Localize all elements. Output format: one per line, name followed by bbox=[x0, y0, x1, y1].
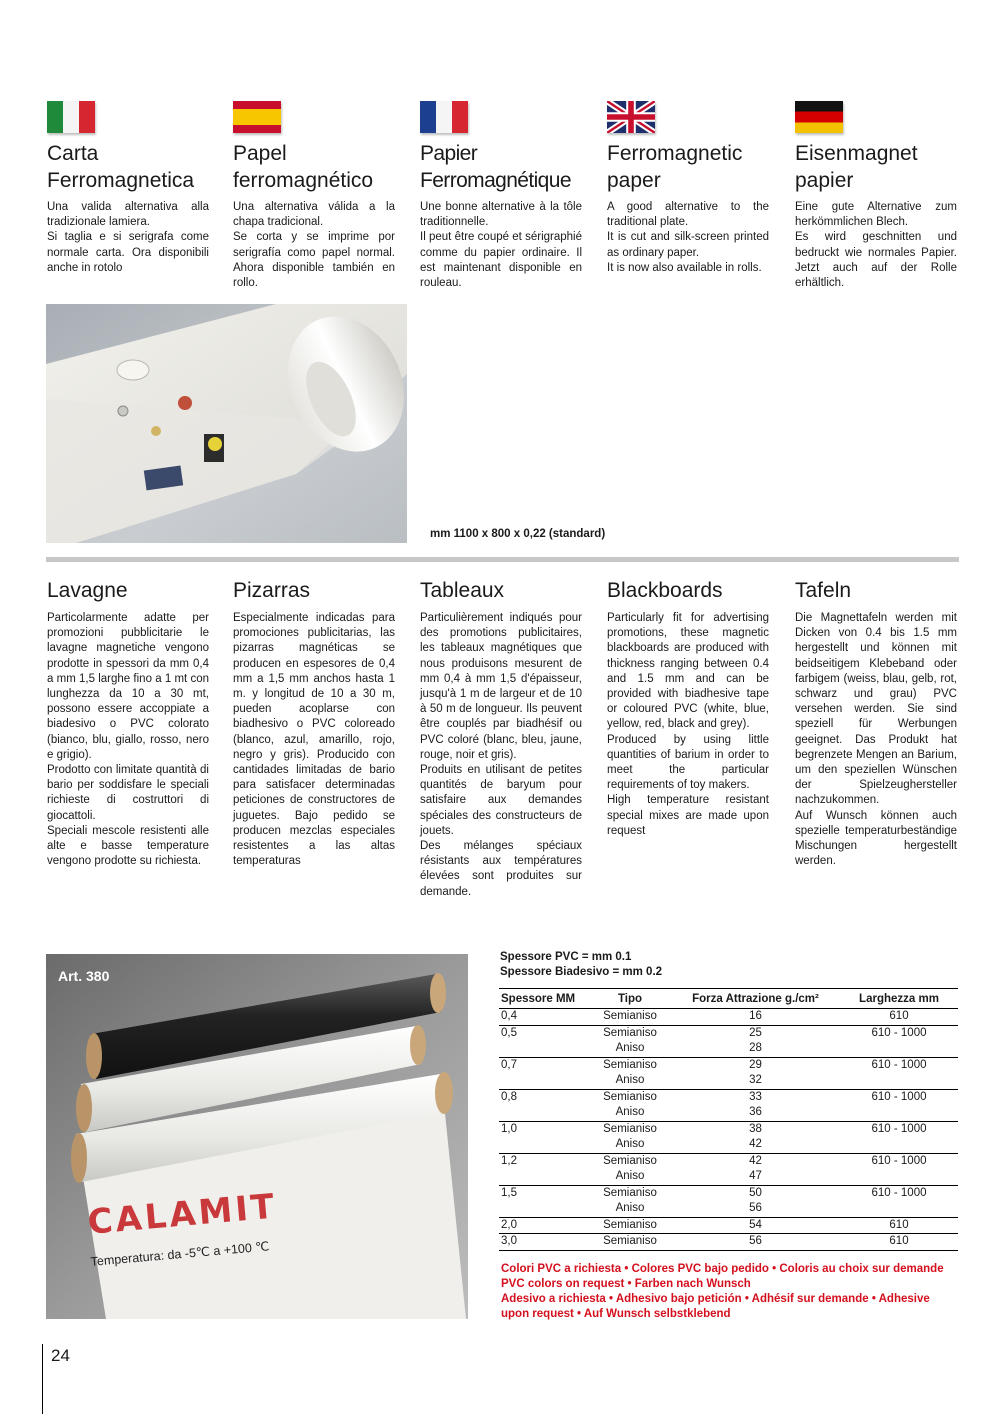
column-text: Una valida alternativa alla tradizionale lamiera. Si taglia e si serigrafa come normale carta. Ora disponibili anche in rotolo bbox=[47, 201, 209, 274]
section-divider bbox=[46, 557, 959, 562]
table-row bbox=[499, 1089, 958, 1105]
magnetic-rolls-photo bbox=[46, 954, 468, 1319]
cell-spessore: 3,0 bbox=[499, 1234, 589, 1251]
cell-spessore bbox=[499, 1073, 589, 1089]
cell-forza: 28 bbox=[671, 1041, 840, 1057]
table-row bbox=[499, 1234, 958, 1251]
uk-flag-icon bbox=[607, 101, 655, 133]
table-row bbox=[499, 1009, 958, 1026]
cell-forza: 36 bbox=[671, 1105, 840, 1121]
cell-spessore: 0,7 bbox=[501, 1058, 517, 1071]
cell-forza: 29 bbox=[749, 1058, 762, 1071]
cell-spessore: 0,5 bbox=[501, 1026, 517, 1039]
germany-flag-icon bbox=[795, 101, 843, 133]
cell-forza: 54 bbox=[671, 1217, 840, 1234]
table-row bbox=[499, 1153, 958, 1169]
section-title-tableaux: Tableaux bbox=[420, 579, 505, 602]
cell-larghezza: 610 - 1000 bbox=[871, 1026, 927, 1039]
cell-larghezza bbox=[840, 1201, 958, 1217]
table-row bbox=[499, 1217, 958, 1234]
column-title: Carta Ferromagnetica bbox=[47, 142, 195, 192]
table-row bbox=[499, 1041, 958, 1057]
page-margin-line bbox=[42, 1344, 43, 1414]
cell-larghezza: 610 - 1000 bbox=[871, 1154, 927, 1167]
table-row bbox=[499, 1169, 958, 1185]
cell-tipo: Semianiso bbox=[603, 1026, 657, 1039]
cell-tipo: Semianiso bbox=[603, 1122, 657, 1135]
cell-forza: 56 bbox=[671, 1201, 840, 1217]
france-flag-icon bbox=[420, 101, 468, 133]
column-title: Eisenmagnet papier bbox=[795, 142, 918, 192]
cell-forza: 38 bbox=[749, 1122, 762, 1135]
cell-larghezza: 610 bbox=[840, 1217, 958, 1234]
cell-tipo: Semianiso bbox=[589, 1234, 671, 1251]
cell-tipo: Semianiso bbox=[603, 1090, 657, 1103]
cell-tipo: Semianiso bbox=[589, 1009, 671, 1026]
table-row bbox=[499, 1201, 958, 1217]
cell-spessore: 1,0 bbox=[501, 1122, 517, 1135]
photo-caption: mm 1100 x 800 x 0,22 (standard) bbox=[430, 528, 606, 540]
cell-forza: 42 bbox=[749, 1154, 762, 1167]
cell-spessore: 2,0 bbox=[499, 1217, 589, 1234]
column-text: Una alternativa válida a la chapa tradicional. Se corta y se imprime por serigrafía como papel normal. Ahora disponible también en rollo. bbox=[233, 201, 395, 290]
adhesive-note: Adesivo a richiesta • Adhesivo bajo petición • Adhésif sur demande • Adhesive upon request • Auf Wunsch selbstklebend bbox=[501, 1293, 930, 1320]
cell-spessore bbox=[499, 1169, 589, 1185]
cell-larghezza: 610 - 1000 bbox=[871, 1186, 927, 1199]
column-text: Une bonne alternative à la tôle traditionnelle. Il peut être coupé et sérigraphié comme du papier ordinaire. Il est maintenant disponible en rouleau. bbox=[420, 201, 582, 290]
cell-spessore: 1,2 bbox=[501, 1154, 517, 1167]
cell-tipo: Aniso bbox=[589, 1169, 671, 1185]
header-spessore: Spessore MM bbox=[499, 989, 589, 1009]
cell-tipo: Semianiso bbox=[589, 1217, 671, 1234]
table-row bbox=[499, 1025, 958, 1041]
cell-tipo: Aniso bbox=[589, 1105, 671, 1121]
section-text-blackboards: Particularly fit for advertising promotions, these magnetic blackboards are produced with thickness ranging between 0.4 and 1.5 mm and can be provided with biadhesive tape or coloured PVC (white, blue, yellow, red, black and grey). Produced by using little quantities of barium in order to meet the particular requirements of toy makers. High temperature resistant special mixes are made upon request bbox=[607, 612, 769, 837]
page-number: 24 bbox=[51, 1346, 70, 1365]
section-text-lavagne: Particolarmente adatte per promozioni pubblicitarie le lavagne magnetiche vengono prodotte in spessori da mm 0,4 a mm 1,5 larghe fino a 1 mt con lunghezza da 10 a 30 mt, possono essere accoppiate a biadesivo o PVC colorato (bianco, blu, giallo, rosso, nero e grigio). Prodotto con limitate quantità di bario per soddisfare le speciali richieste di costruttori di giocattoli. Speciali mescole resistenti alle alte e basse temperature vengono prodotte su richiesta. bbox=[47, 612, 209, 868]
cell-forza: 32 bbox=[671, 1073, 840, 1089]
cell-forza: 16 bbox=[671, 1009, 840, 1026]
cell-larghezza: 610 - 1000 bbox=[871, 1122, 927, 1135]
table-row bbox=[499, 1057, 958, 1073]
section-title-tafeln: Tafeln bbox=[795, 579, 852, 602]
column-title: Papier Ferromagnétique bbox=[420, 142, 571, 192]
section-title-blackboards: Blackboards bbox=[607, 579, 723, 602]
cell-tipo: Aniso bbox=[589, 1041, 671, 1057]
cell-larghezza bbox=[840, 1073, 958, 1089]
pvc-thickness: Spessore PVC = mm 0.1 bbox=[500, 951, 632, 963]
ferromagnetic-paper-photo bbox=[46, 304, 407, 543]
cell-larghezza: 610 bbox=[840, 1009, 958, 1026]
cell-tipo: Semianiso bbox=[603, 1186, 657, 1199]
temperature-label: Temperatura: da -5℃ a +100 ℃ bbox=[90, 1239, 270, 1269]
section-title-lavagne: Lavagne bbox=[47, 579, 128, 602]
cell-spessore bbox=[499, 1105, 589, 1121]
cell-larghezza bbox=[840, 1105, 958, 1121]
table-row bbox=[499, 1105, 958, 1121]
cell-tipo: Aniso bbox=[589, 1201, 671, 1217]
cell-tipo: Semianiso bbox=[603, 1058, 657, 1071]
section-title-pizarras: Pizarras bbox=[233, 579, 311, 602]
header-forza: Forza Attrazione g./cm² bbox=[671, 989, 840, 1009]
spec-table bbox=[499, 988, 958, 1251]
column-text: Eine gute Alternative zum herkömmlichen Blech. Es wird geschnitten und bedruckt wie normales Papier. Jetzt auch auf der Rolle erhältlich. bbox=[795, 201, 957, 290]
header-larghezza: Larghezza mm bbox=[840, 989, 958, 1009]
table-row bbox=[499, 1073, 958, 1089]
cell-spessore bbox=[499, 1041, 589, 1057]
section-text-tableaux: Particulièrement indiqués pour des promotions publicitaires, les tableaux magnétiques que nous produisons mesurent de mm 0,4 à mm 1,5 d'épaisseur, jusqu'à 1 m de largeur et de 10 à 50 m de longueur. Ils peuvent être couplés par biadhésif ou PVC coloré (blanc, bleu, jaune, rouge, noir et gris). Produits en utilisant de petites quantités de baryum pour satisfaire aux demandes spéciales des constructeurs de jouets. Des mélanges spéciaux résistants aux températures élevées sont produites sur demande. bbox=[420, 612, 582, 898]
cell-forza: 25 bbox=[749, 1026, 762, 1039]
cell-forza: 56 bbox=[671, 1234, 840, 1251]
spec-header bbox=[500, 950, 662, 980]
cell-forza: 33 bbox=[749, 1090, 762, 1103]
table-row bbox=[499, 1121, 958, 1137]
cell-larghezza: 610 - 1000 bbox=[871, 1058, 927, 1071]
cell-tipo: Aniso bbox=[589, 1137, 671, 1153]
cell-forza: 50 bbox=[749, 1186, 762, 1199]
cell-larghezza: 610 - 1000 bbox=[871, 1090, 927, 1103]
cell-spessore bbox=[499, 1137, 589, 1153]
header-tipo: Tipo bbox=[589, 989, 671, 1009]
column-text: A good alternative to the traditional plate. It is cut and silk-screen printed as ordinary paper. It is now also available in rolls. bbox=[607, 201, 769, 274]
cell-forza: 42 bbox=[671, 1137, 840, 1153]
section-text-tafeln: Die Magnettafeln werden mit Dicken von 0.4 bis 1.5 mm hergestellt und können mit beidseitigem Klebeband oder farbigem (weiss, blau, gelb, rot, schwarz und grau) PVC versehen werden. Sie sind speziell für Werbungen geeignet. Das Produkt hat begrenzete Mengen an Barium, um den speziellen Wünschen der Spielzeughersteller nachzukommen. Auf Wunsch können auch spezielle temperaturbeständige Mischungen hergestellt werden. bbox=[795, 612, 957, 868]
cell-tipo: Semianiso bbox=[603, 1154, 657, 1167]
adhesive-thickness: Spessore Biadesivo = mm 0.2 bbox=[500, 966, 663, 978]
column-title: Papel ferromagnético bbox=[233, 142, 374, 192]
table-row bbox=[499, 1185, 958, 1201]
cell-tipo: Aniso bbox=[589, 1073, 671, 1089]
pvc-colors-note: Colori PVC a richiesta • Colores PVC bajo pedido • Coloris au choix sur demande PVC colors on request • Farben nach Wunsch bbox=[501, 1263, 944, 1290]
italy-flag-icon bbox=[47, 101, 95, 133]
article-label: Art. 380 bbox=[58, 968, 110, 984]
column-title: Ferromagnetic paper bbox=[607, 142, 743, 192]
cell-spessore bbox=[499, 1201, 589, 1217]
section-text-pizarras: Especialmente indicadas para promociones publicitarias, las pizarras magnéticas se producen en espesores de 0,4 mm a 1,5 mm anchos hasta 1 m. y longitud de 10 a 30 m, pueden acoplarse con biadhesivo o PVC coloreado (blanco, azul, amarillo, rojo, negro y gris). Producido con cantidades limitadas de bario para satisfacer determinadas peticiones de constructores de juguetes. Bajo pedido se producen mezclas especiales resistentes a las altas temperaturas bbox=[233, 612, 395, 868]
calamit-logo: CALAMIT bbox=[86, 1186, 279, 1243]
spain-flag-icon bbox=[233, 101, 281, 133]
cell-larghezza bbox=[840, 1169, 958, 1185]
cell-larghezza: 610 bbox=[840, 1234, 958, 1251]
table-row bbox=[499, 1137, 958, 1153]
cell-spessore: 0,4 bbox=[499, 1009, 589, 1026]
cell-spessore: 1,5 bbox=[501, 1186, 517, 1199]
table-header-row bbox=[499, 989, 958, 1009]
cell-forza: 47 bbox=[671, 1169, 840, 1185]
cell-larghezza bbox=[840, 1041, 958, 1057]
cell-larghezza bbox=[840, 1137, 958, 1153]
cell-spessore: 0,8 bbox=[501, 1090, 517, 1103]
